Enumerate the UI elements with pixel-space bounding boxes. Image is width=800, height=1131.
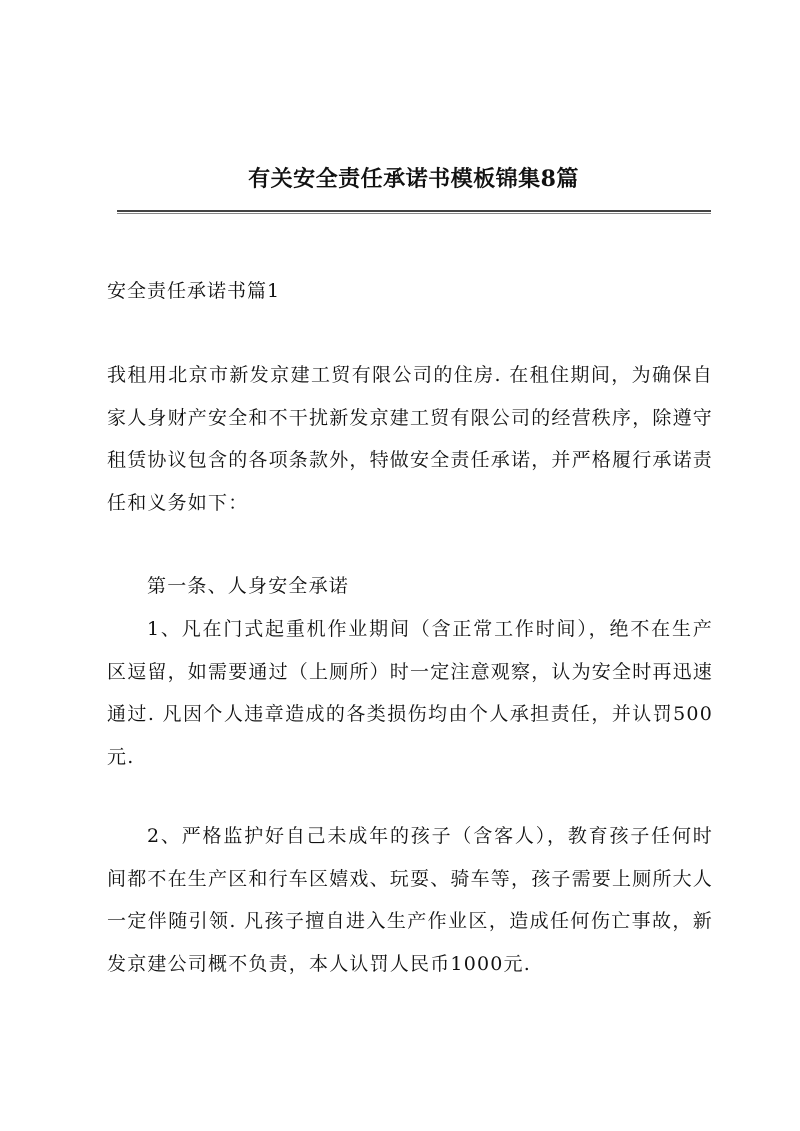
clause-item-1: 1、凡在门式起重机作业期间（含正常工作时间），绝不在生产区逗留，如需要通过（上厕所）时一定注意观察，认为安全时再迅速通过. 凡因个人违章造成的各类损伤均由个人承担责任，并认罚500元. [107,618,714,768]
clause-item-2: 2、严格监护好自己未成年的孩子（含客人），教育孩子任何时间都不在生产区和行车区嬉戏、玩耍、骑车等，孩子需要上厕所大人一定伴随引领. 凡孩子擅自进入生产作业区，造成任何伤亡事故，新发京建公司概不负责，本人认罚人民币1000元. [107,825,714,975]
intro-paragraph: 我租用北京市新发京建工贸有限公司的住房. 在租住期间，为确保自家人身财产安全和不干扰新发京建工贸有限公司的经营秩序，除遵守租赁协议包含的各项条款外，特做安全责任承诺，并严格履行承诺责任和义务如下： [107,364,714,514]
article-title: 第一条、人身安全承诺 [147,575,350,597]
document-title: 有关安全责任承诺书模板锦集8篇 [248,166,579,192]
section-heading: 安全责任承诺书篇1 [107,280,281,302]
title-divider [117,210,711,214]
